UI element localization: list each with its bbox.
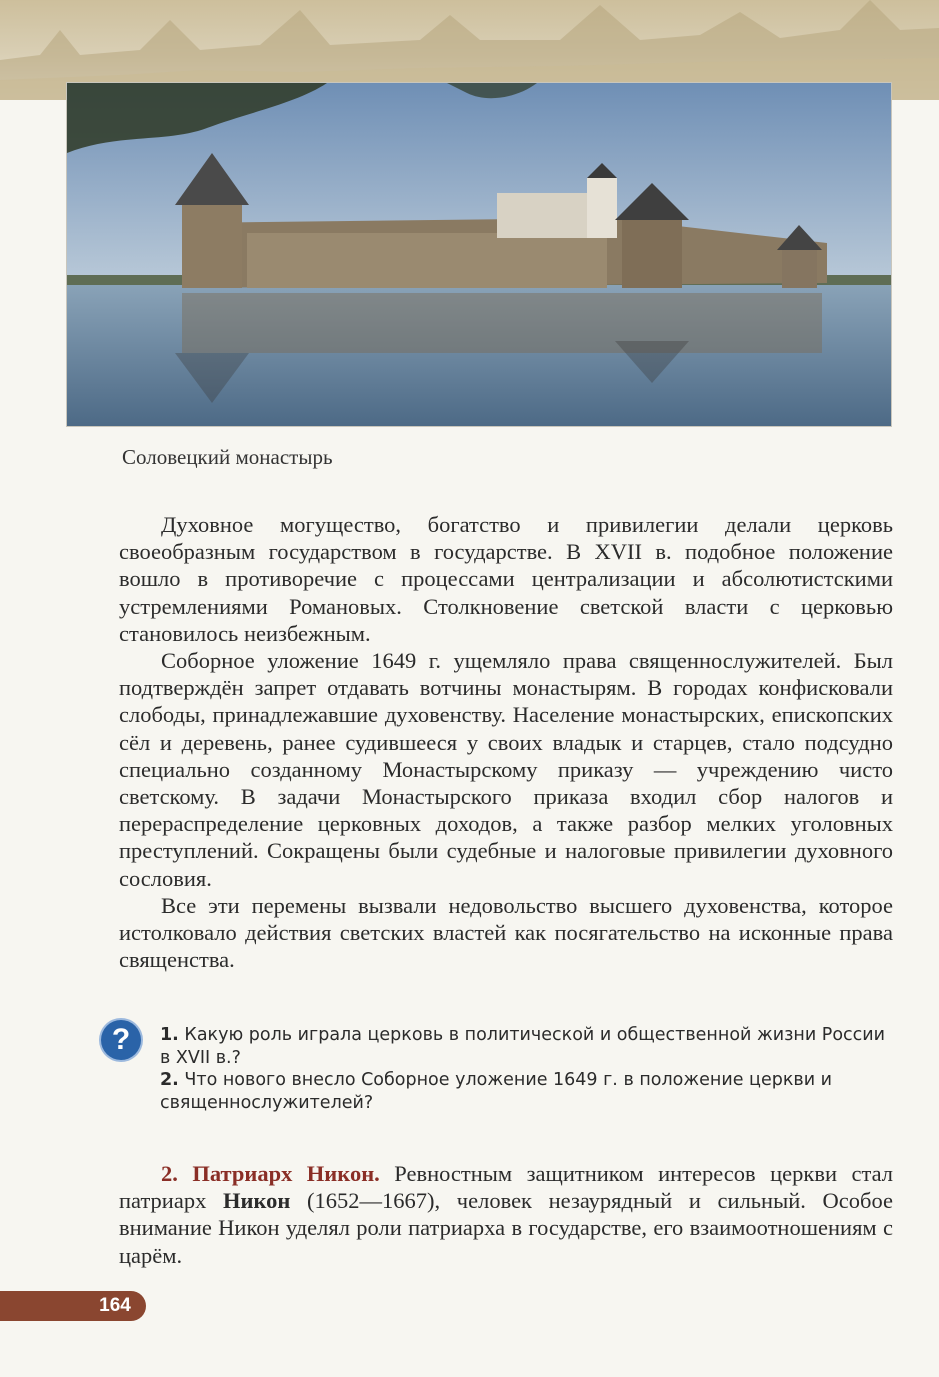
question-item	[160, 1069, 895, 1114]
paragraph: Духовное могущество, богатство и привилегии делали церковь своеобразным государством в государстве. В XVII в. подобное положение вошло в противоречие с процессами централизации и абсолютистскими устремлениями Романовых. Столкновение светской власти с церковью становилось неизбежным.	[119, 512, 893, 646]
paragraph: Все эти перемены вызвали недовольство высшего духовенства, которое истолковало действия светских властей как посягательство на исконные права священства.	[119, 892, 893, 973]
question-text: Какую роль играла церковь в политической и общественной жизни России в XVII в.?	[160, 1025, 886, 1068]
section-heading: 2. Патриарх Никон.	[161, 1161, 380, 1186]
question-mark-icon: ?	[101, 1020, 141, 1060]
paragraph: Соборное уложение 1649 г. ущемляло права священнослужителей. Был подтверждён запрет отдавать вотчины монастырям. В городах конфисковали слободы, принадлежавшие духовенству. Население монастырских, епископских сёл и деревень, ранее судившееся у своих владык и старцев, стало подсудно специально созданному Монастырскому приказу — учреждению чисто светскому. В задачи Монастырского приказа входил сбор налогов и перераспределение церковных доходов, а также разбор мелких уголовных преступлений. Сокращены были судебные и налоговые привилегии духовного сословия.	[119, 648, 893, 891]
section-text: (1652—1667), человек незаурядный и сильный. Особое внимание Никон уделял роли патриарха в государстве, его взаимоотношениям с царём.	[119, 1188, 893, 1268]
section-text: Ревностным защитником интересов церкви стал патриарх	[119, 1161, 893, 1214]
question-number: 2.	[160, 1070, 179, 1090]
page-number: 164	[99, 1295, 131, 1316]
question-text: Что нового внесло Соборное уложение 1649 г. в положение церкви и священнослужителей?	[160, 1070, 833, 1113]
question-item	[160, 1024, 895, 1069]
highlighted-name: Никон	[223, 1188, 291, 1214]
solovetsky-monastery-photo	[66, 82, 892, 427]
review-questions	[160, 1024, 895, 1114]
question-number: 1.	[160, 1025, 179, 1045]
section-patriarch-nikon	[119, 1160, 893, 1269]
main-body-text	[119, 511, 893, 973]
photo-caption: Соловецкий монастырь	[122, 445, 333, 469]
section-paragraph	[119, 1160, 893, 1269]
